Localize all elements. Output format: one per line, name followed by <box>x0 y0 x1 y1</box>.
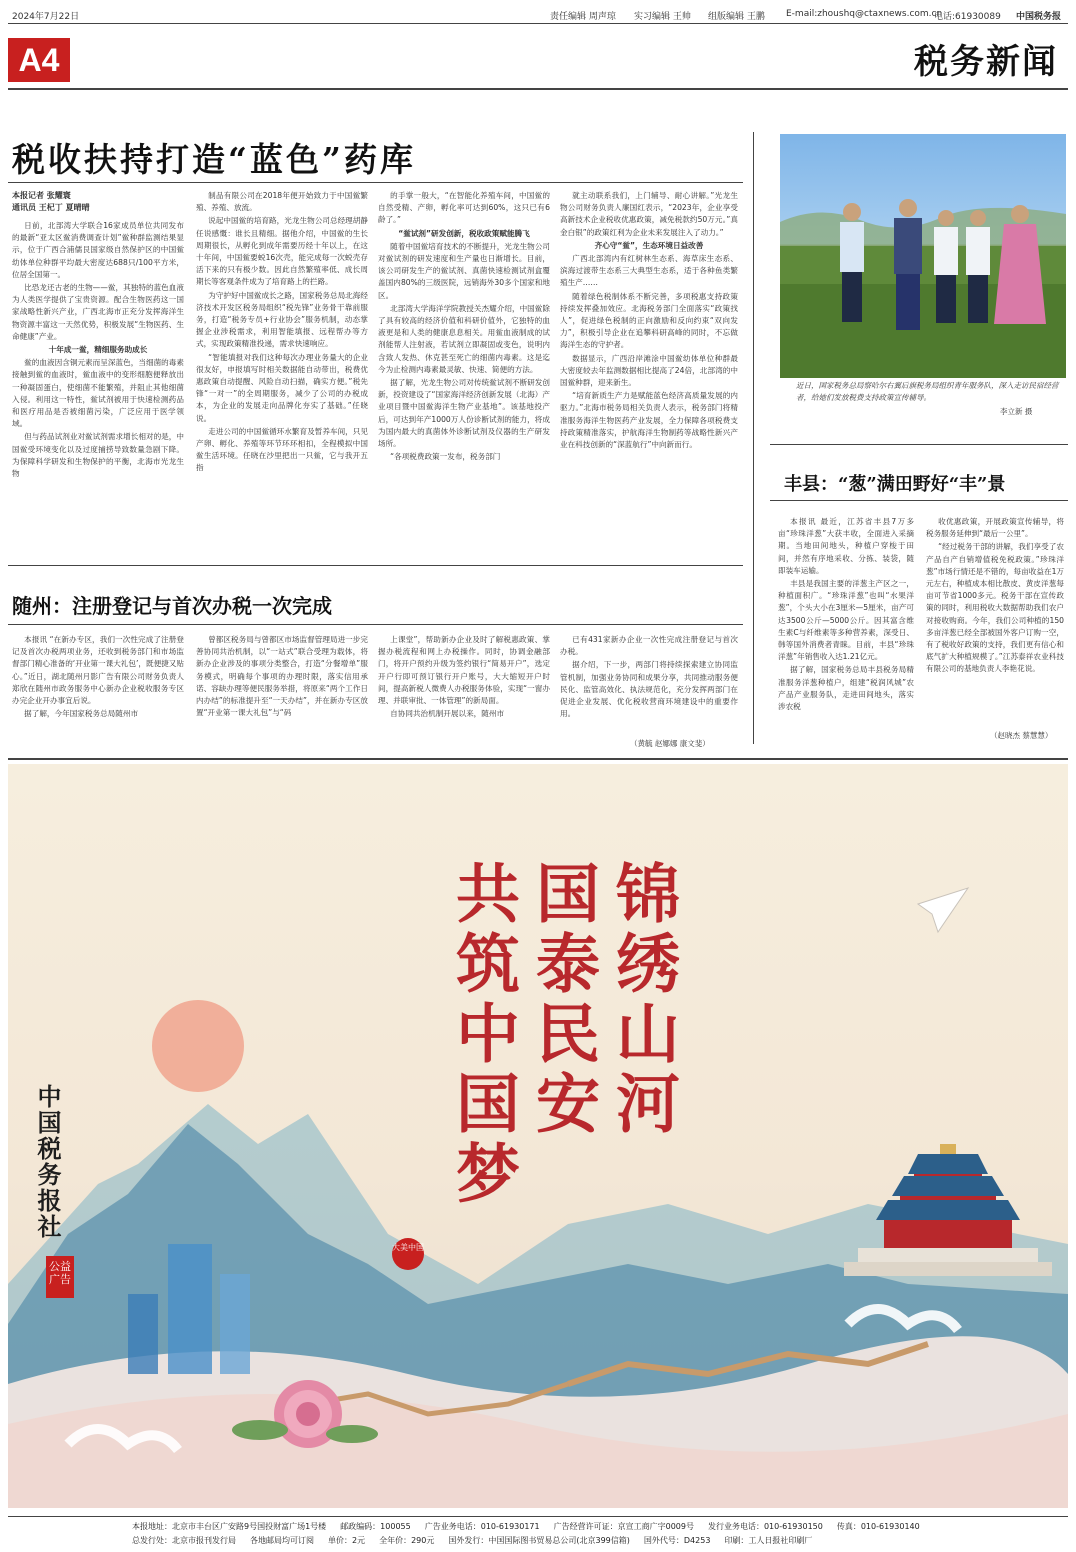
paragraph: 随着绿色税制体系不断完善，多项税惠支持政策持续发挥叠加效应。北海税务部门全面落实“政策找人”，促进绿色税制的正向激励和反向约束“双向发力”，积极引导企业在追攀科研高峰的同时，不忘做海洋生态的守护者。 <box>560 291 738 350</box>
paragraph: 数据显示，广西沿岸滩涂中国鲎幼体单位种群最大密度较去年监测数据相比提高了24倍，北部湾的中国鲎种群，迎来新生。 <box>560 353 738 388</box>
paragraph: 随着中国鲎培育技术的不断提升，光龙生物公司对鲎试剂的研发速度和生产量也日渐增长。目前，该公司研发生产的鲎试剂、真菌快速检测试剂盒覆盖国内80%的三级医院，远销海外30多个国家和地区。 <box>378 241 550 300</box>
paragraph: 丰县是我国主要的洋葱主产区之一，种植面积广。“珍珠洋葱”也叫“水果洋葱”，个头大小在3厘米—5厘米，亩产可达3500公斤—5000公斤。因其富含维生素C与纤维素等多种营养素，深受日、韩等国外消费者青睐。目前，丰县“珍珠洋葱”年销售收入达1.21亿元。 <box>778 579 914 662</box>
paragraph: 上课堂”，帮助新办企业及时了解税惠政策、掌握办税流程和网上办税操作。同时，协调金融部门，将开户预约升级为签约银行“简易开户”，选定开户行即可预订银行开户账号，大大缩短开户时间，提高新税人微费人办税服务体验，实现“一窗办理、并联审批、一体管理”的新局面。 <box>378 635 550 706</box>
paragraph: “各项税费政策一发布，税务部门 <box>390 452 501 462</box>
paragraph: 鲎的血液因含铜元素而呈深蓝色，当细菌的毒素接触到鲎的血液时，鲎血液中的变形细胞便释放出一种凝固蛋白，使细菌不能繁殖，并阻止其他细菌入侵。利用这一特性，鲎试剂被用于快速检测药品和医疗用品是否被细菌污染，广泛应用于医学领域。 <box>12 358 184 429</box>
intern-editor-credit: 实习编辑 王帅 <box>634 12 691 22</box>
article1-subhead2: “鲎试剂”研发创新，税收政策赋能腾飞 <box>398 228 530 238</box>
footer-postcode: 邮政编码：100055 <box>340 1522 411 1531</box>
issue-date: 2024年7月22日 <box>12 12 80 22</box>
paragraph: 为守护好中国鲎成长之路，国家税务总局北海经济技术开发区税务局组织“税先锋”业务骨干靠前服务，打造“税务专员+行业协会”服务机制，动态掌握企业涉税需求，利用智能填报、远程帮办等方式，实现政策精准投递，需求快速响应。 <box>196 290 368 349</box>
photo-rule <box>770 444 1068 445</box>
footer-price: 单价：2元 <box>328 1536 366 1545</box>
footer-rule <box>8 1516 1068 1517</box>
footer-annual-price: 全年价：290元 <box>379 1536 435 1545</box>
footer-distributor: 总发行处：北京市报刊发行局 <box>132 1536 236 1545</box>
article2-title-rule <box>770 500 1068 501</box>
footer-ad-license: 广告经营许可证：京宣工商广字0009号 <box>553 1522 694 1531</box>
paragraph: 说起中国鲎的培育路，光龙生物公司总经理胡静任说感慨：谁长且精细。据他介绍，中国鲎的生长周期很长，从孵化到成年需要历经十年以上，在这十年间，中国鲎要蜕16次壳，能完成每一次蜕壳存活下来的只有极少数。因此自然繁殖率低、成长周期长等客观条件成为了培育路上的拦路。 <box>196 216 368 287</box>
contact-phone: 电话:61930089 <box>934 12 1001 22</box>
paragraph: 自协同共治机制开展以来，随州市 <box>390 709 505 719</box>
article1-byline: 本报记者 张耀寰 <box>12 191 71 200</box>
article3-credit: （黄毓 赵娜娜 康文斐） <box>630 739 710 748</box>
paragraph: 日前，北部湾大学联合16家成员单位共同发布的最新“亚太区鲎消费调查计划”鲎种群监测结果显示，位于广西合浦儒艮国家级自然保护区的中国鲎幼体单位种群平均最大密度达688只/100平方米，位居全国第一。 <box>12 221 184 279</box>
article1-subhead3: 齐心守“鲎”，生态环境日益改善 <box>594 240 704 250</box>
paragraph: 曾都区税务局与曾都区市场监督管理局进一步完善协同共治机制，以“一站式”联合受理为载体，将新办企业涉及的事项分类整合，打造“分餐增单”服务模式，明确每个事项的办理时限，落实信用承诺、容缺办理等便民服务举措，将原来“两个工作日内办结”的标准提升至“一天办结”，并在新办专区放置“开业第一课大礼包”与“码 <box>196 635 368 718</box>
paragraph: 比恐龙还古老的生物——鲎，其独特的蓝色血液为人类医学提供了宝贵资源。配合生物医药这一国家战略性新兴产业，广西北海市正充分发挥海洋生物资源丰富这一天然优势，积极发展“生物医药、生命健康”产业。 <box>12 283 184 341</box>
paragraph: 本报讯 “在新办专区，我们一次性完成了注册登记及首次办税两项业务，还收到税务部门和市场监督部门精心准备的‘开业第一课大礼包’，既便捷又贴心。”近日，湖北随州月影广告有限公司财务负责人郑欣在随州市政务服务中心新办企业税收服务专区办完企业开办事宜后说。 <box>12 635 184 706</box>
article3-col2 <box>196 634 368 752</box>
article1-title-rule <box>8 182 743 183</box>
article2-credit: （赵晓杰 蔡慧慧） <box>990 731 1053 740</box>
paragraph: 广西北部湾内有红树林生态系、海草床生态系、滨海过渡带生态系三大典型生态系，适于各种鱼类繁殖生产…… <box>560 254 738 288</box>
article2-title: 丰县：“葱”满田野好“丰”景 <box>784 474 1006 495</box>
footer-line2 <box>132 1535 812 1546</box>
article2-col1 <box>778 516 914 744</box>
paragraph: 收优惠政策，开展政策宣传辅导，将税务服务延伸到“最后一公里”。 <box>926 517 1064 539</box>
paragraph: 的手掌一般大，“在智能化养殖车间，中国鲎的自然受精、产卵，孵化率可达到60%，这只已有6龄了。” <box>378 191 550 225</box>
article1-byline2: 通讯员 王杞丁 夏晴晴 <box>12 203 90 212</box>
paragraph: 就主动联系我们，上门辅导、耐心讲解。”光龙生物公司财务负责人廉国红表示，“2023年，企业享受高新技术企业税收优惠政策，减免税款约50万元。”真金白银”的政策红利为企业未来发展注入了动力。” <box>560 191 738 237</box>
footer-line1 <box>132 1521 920 1532</box>
footer-overseas: 国外发行：中国国际图书贸易总公司(北京399信箱) <box>448 1536 630 1545</box>
section-rule <box>8 88 1068 90</box>
public-service-ad <box>8 764 1068 1508</box>
paragraph: “智能填报对我们这种每次办理业务量大的企业很友好，申报填写时相关数据能自动带出，税费优惠政策自动提醒、风险自动扫描，确实方便。”税先锋“一对一”的全周期服务，减少了公司的办税成本，为企业的发展走向品牌化夯实了基础。”任晓说。 <box>196 352 368 423</box>
ad-publisher-seal: 公益广告 <box>46 1256 74 1298</box>
column-divider <box>753 132 754 744</box>
article3-title: 随州：注册登记与首次办税一次完成 <box>12 594 332 618</box>
page-number-badge: A4 <box>8 38 70 82</box>
footer-printer: 印刷：工人日报社印刷厂 <box>724 1536 813 1545</box>
article1-col1 <box>12 190 184 550</box>
paragraph: “经过税务干部的讲解，我们享受了农产品自产自销增值税免税政策。”珍珠洋葱”市场行情还是不错的，每亩收益在1万元左右，种植成本相比散皮、黄皮洋葱每亩可节省1000多元。税务干部在宣传政策的同时，利用税收大数据帮助我们农户对接收购商。今年，我们公司种植的150多亩洋葱已经全部被国外客户订购一空，有了税收好政策的支持，我们更有信心和底气扩大种植规模了。”江苏泰祥农业科技有限公司的基地负责人李艳花说。 <box>926 542 1064 674</box>
footer-ad-phone: 广告业务电话：010-61930171 <box>424 1522 540 1531</box>
contact-email: E-mail:zhoushq@ctaxnews.com.cn <box>786 9 943 19</box>
paragraph: 但与药品试剂业对鲎试剂需求增长相对的是，中国鲎受环境变化以及过度捕捞导致数量急剧下降。为保障科学研发和生物保护的平衡，北海市光龙生物 <box>12 432 184 479</box>
paragraph: 走进公司的中国鲎循环水繁育及暂养车间，只见产卵、孵化、养殖等环节环环相扣，全程模拟中国鲎生活环境。任晓在沙里把出一只鲎，它与我开五指 <box>196 426 368 473</box>
paragraph: 本报讯 最近，江苏省丰县7万多亩“珍珠洋葱”大获丰收，全面进入采摘期。当地田间地头，种植户穿梭于田间，并然有序地采收、分拣、装袋，随即装车运输。 <box>778 517 914 575</box>
paragraph: 已有431家新办企业一次性完成注册登记与首次办税。 <box>560 635 738 657</box>
article1-col4 <box>560 190 738 550</box>
article3-top-rule <box>8 565 743 566</box>
section-title: 税务新闻 <box>914 42 1058 82</box>
editor-credit: 责任编辑 周声琼 <box>550 12 616 22</box>
article3-title-rule <box>8 624 743 625</box>
ad-publisher: 中国税务报社 <box>33 1084 62 1240</box>
ad-slogan-line3: 共筑中国梦 <box>445 860 520 1210</box>
paragraph: “培育新质生产力是赋能蓝色经济高质量发展的内驱力。”北海市税务局相关负责人表示，税务部门将精准服务海洋生物医药产业发展，全力保障各项税费支持政策精准落实，护航海洋生物制药等战略性新兴产业在科技创新的“深蓝航行”中向新而行。 <box>560 391 738 450</box>
footer-dist-phone: 发行业务电话：010-61930150 <box>707 1522 823 1531</box>
article2-col2 <box>926 516 1064 728</box>
photo-caption: 近日，国家税务总局察哈尔右翼后旗税务局组织青年服务队，深入走访民宿经营者，给她们发放税费支持政策宣传辅导。 <box>796 381 1059 402</box>
footer-fax: 传真：010-61930140 <box>836 1522 920 1531</box>
paragraph: 制品有限公司在2018年便开始致力于中国鲎繁殖、养殖、放流。 <box>196 191 368 213</box>
article1-subhead1: 十年成一鲎，精细服务助成长 <box>48 345 148 355</box>
paragraph: 据了解，国家税务总局丰县税务局精准服务洋葱种植户，组建“税润风城”农产品产业服务队，走进田间地头，落实涉农税 <box>778 665 914 712</box>
paragraph: 据了解，今年国家税务总局随州市 <box>24 709 139 719</box>
ad-top-rule <box>8 758 1068 760</box>
footer-address: 本报地址：北京市丰台区广安路9号国投财富广场1号楼 <box>132 1522 327 1531</box>
news-photo <box>780 134 1066 378</box>
article1-title: 税收扶持打造“蓝色”药库 <box>12 140 416 179</box>
footer-overseas-code: 国外代号：D4253 <box>643 1536 711 1545</box>
article3-col1 <box>12 634 184 752</box>
footer-subscribe: 各地邮局均可订阅 <box>250 1536 314 1545</box>
ad-seal: 大美中国 <box>392 1238 424 1270</box>
article1-col2 <box>196 190 368 550</box>
photo-credit: 李立新 摄 <box>1000 407 1033 416</box>
paragraph: 北部湾大学海洋学院教授关杰耀介绍，中国鲎除了具有较高的经济价值和科研价值外，它独特的血液更是和人类的健康息息相关。用鲎血液制成的试剂能帮人注射液，若试剂立即凝固或变色，说明内含致人发热、休克甚至死亡的细菌内毒素。这是迄今为止检测内毒素最灵敏、快速、简便的方法。 <box>378 303 550 374</box>
ad-slogan-line2: 国泰民安 <box>525 860 600 1140</box>
ad-slogan-line1: 锦绣山河 <box>605 860 680 1140</box>
layout-editor-credit: 组版编辑 王鹏 <box>708 12 765 22</box>
photo-illustration <box>780 134 1066 378</box>
paragraph: 据了解，光龙生物公司对传统鲎试剂不断研发创新，投资建设了“国家海洋经济创新发展（北海）产业项目暨中国鲎海洋生物产业基地”。该基地投产后，可达到年产1000万人份诊断试剂的能力，将成为国内最大的真菌体外诊断试剂及仪器的生产研发场所。 <box>378 378 550 449</box>
header-rule <box>8 23 1068 24</box>
article3-col4 <box>560 634 738 738</box>
paper-name: 中国税务报 <box>1016 12 1062 22</box>
paragraph: 据介绍，下一步，两部门将持续探索建立协同监管机制，加强业务协同和成果分享，共同推动服务便民化、监管高效化、执法规范化，充分发挥两部门在促进企业发展、优化税收营商环境建设中的重要作用。 <box>560 660 738 719</box>
article3-col3 <box>378 634 550 752</box>
article1-col3 <box>378 190 550 550</box>
